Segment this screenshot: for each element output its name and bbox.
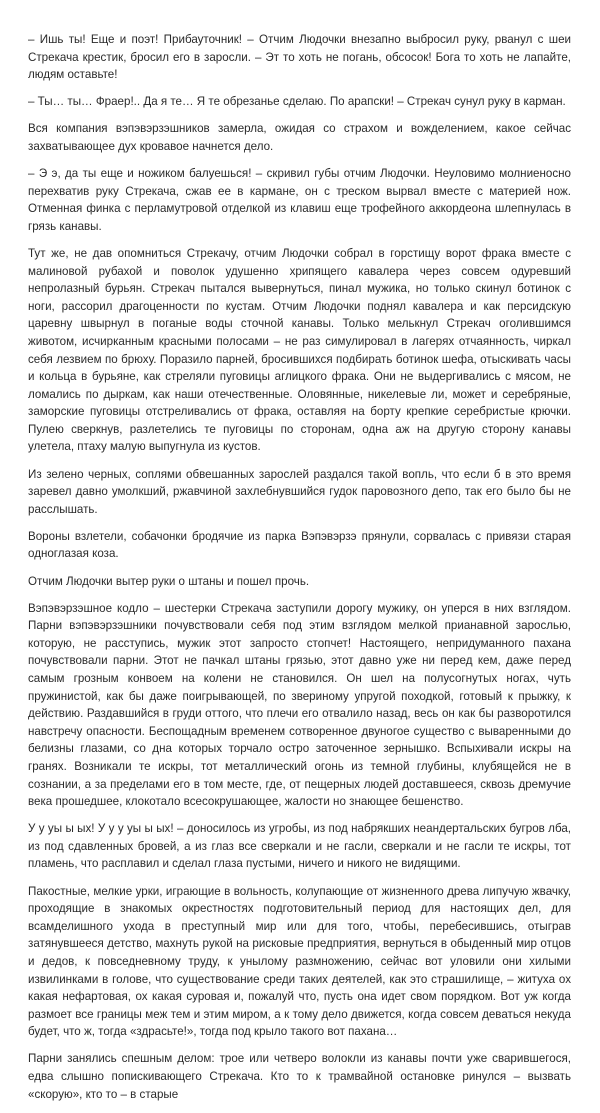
document-page <box>28 31 571 1113</box>
paragraph: – Э э, да ты еще и ножиком балуешься! – скривил губы отчим Людочки. Неуловимо молниеносно перехватив руку Стрекача, сжав ее в кармане, он с треском вырвал вместе с материей нож. Отменная финка с перламутровой отделкой из клавиш еще трофейного аккордеона шлепнулась в грязь канавы. <box>28 167 571 233</box>
paragraph: У у уы ы ых! У у у уы ы ых! – доносилось из угробы, из под набрякших неандертальских бугров лба, из под сдавленных бровей, а из глаз все сверкали и не гасли, сверкали и не гасли те искры, тот пламень, что расплавил и сделал глаза пустыми, ничего и никого не видящими. <box>28 822 571 871</box>
paragraph: Вэпэвэрзэшное кодло – шестерки Стрекача заступили дорогу мужику, он уперся в них взглядом. Парни вэпэвэрзэшники почувствовали себя под этим взглядом мелкой прианавной зарослью, которую, не расступись, мужик этот запросто стопчет! Настоящего, непридуманного пахана почувствовали парни. Этот не пачкал штаны грязью, этот давно уже ни перед кем, даже перед самым грозным конвоем на колени не становился. Он шел на полусогнутых ногах, чуть пружинистой, как бы даже поигрывающей, по звериному упругой походкой, готовый к прыжку, к действию. Раздавшийся в груди оттого, что плечи его отвалило назад, весь он как бы разворотился навстречу опасности. Беспощадным временем сотворенное двуногое существо с вываренными до белизны глазами, со дна которых торчало остро заточенное зернышко. Вспыхивали искры на гранях. Возникали те искры, тот металлический огонь из темной глубины, клубящейся не в сознании, а за пределами его в том месте, где, от пещерных людей доставшееся, сквозь дремучие века прошедшее, клокотало всесокрушающее, жалости но знающее бешенство. <box>28 601 571 809</box>
paragraph: Вороны взлетели, собачонки бродячие из парка Вэпэвэрзэ прянули, сорвалась с привязи старая одноглазая коза. <box>28 529 571 561</box>
paragraph: Из зелено черных, соплями обвешанных зарослей раздался такой вопль, что если б в это время заревел давно умолкший, ржавчиной захлебнувшийся гудок паровозного депо, так его было бы не расслышать. <box>28 467 571 516</box>
paragraph: Пакостные, мелкие урки, играющие в вольность, колупающие от жизненного древа липучую жвачку, проходящие в знакомых окрестностях подготовительный период для настоящих дел, для всамделишного ухода в преступный мир или для того, чтобы, перебесившись, отыграв затянувшееся детство, махнуть рукой на рисковые предприятия, вернуться в обыденный мир отцов и дедов, к повседневному труду, к унылому размножению, сейчас вот уловили они хилыми извилинками в голове, что существование среди таких деятелей, как это страшилище, – житуха ох какая нефартовая, ох какая суровая и, пожалуй что, пусть она идет свом порядком. Вот уж когда размоет все границы меж тем и этим миром, а к тому дело движется, когда совсем деваться некуда будет, что ж, тогда «здрасьте!», тогда под крыло такого вот пахана… <box>28 884 571 1039</box>
paragraph: – Ты… ты… Фраер!.. Да я те… Я те обрезанье сделаю. По арапски! – Стрекач сунул руку в карман. <box>28 95 566 109</box>
paragraph: Парни занялись спешным делом: трое или четверо волокли из канавы почти уже сварившегося, едва слышно попискивающего Стрекача. Кто то к трамвайной остановке ринулся – вызвать «скорую», кто то – в старые <box>28 1052 571 1101</box>
paragraph: – Ишь ты! Еще и поэт! Прибауточник! – Отчим Людочки внезапно выбросил руку, рванул с шеи Стрекача крестик, бросил его в заросли. – Эт то хоть не погань, обсосок! Бога то хоть не лапайте, людям оставьте! <box>28 33 571 82</box>
paragraph: Вся компания вэпэвэрзэшников замерла, ожидая со страхом и вожделением, какое сейчас захватывающее дух кровавое начнется дело. <box>28 122 571 153</box>
paragraph: Тут же, не дав опомниться Стрекачу, отчим Людочки собрал в горстищу ворот фрака вместе с малиновой рубахой и поволок удушенно хрипящего кавалера через совсем одуревший непролазный бурьян. Стрекач пытался вывернуться, пинал мужика, но только скинул ботинок с ноги, рассорил драгоценности по кустам. Отчим Людочки поднял кавалера и как персидскую царевну швырнул в поганые воды сточной канавы. Только мелькнул Стрекач оголившимся животом, исчирканным красными полосами – не раз симулировал в лагерях отчаянность, чиркал себя лезвием по брюху. Поразило парней, бросившихся подбирать ботинок шефа, отыскивать часы и кольца в бурьяне, как стреляли пуговицы аглицкого фрака. Они не выдергивались с мясом, не ломались по дыркам, как наши отечественные. Оловянные, никелевые ли, может и серебряные, заморские пуговицы отстреливались от фрака, оставляя на борту крепкие серебристые крючки. Пулею сверкнув, разлетелись те пуговицы по сторонам, одна аж на другую сторону канавы улетела, птаху малую выпугнула из кустов. <box>28 246 571 454</box>
paragraph: Отчим Людочки вытер руки о штаны и пошел прочь. <box>28 574 310 588</box>
